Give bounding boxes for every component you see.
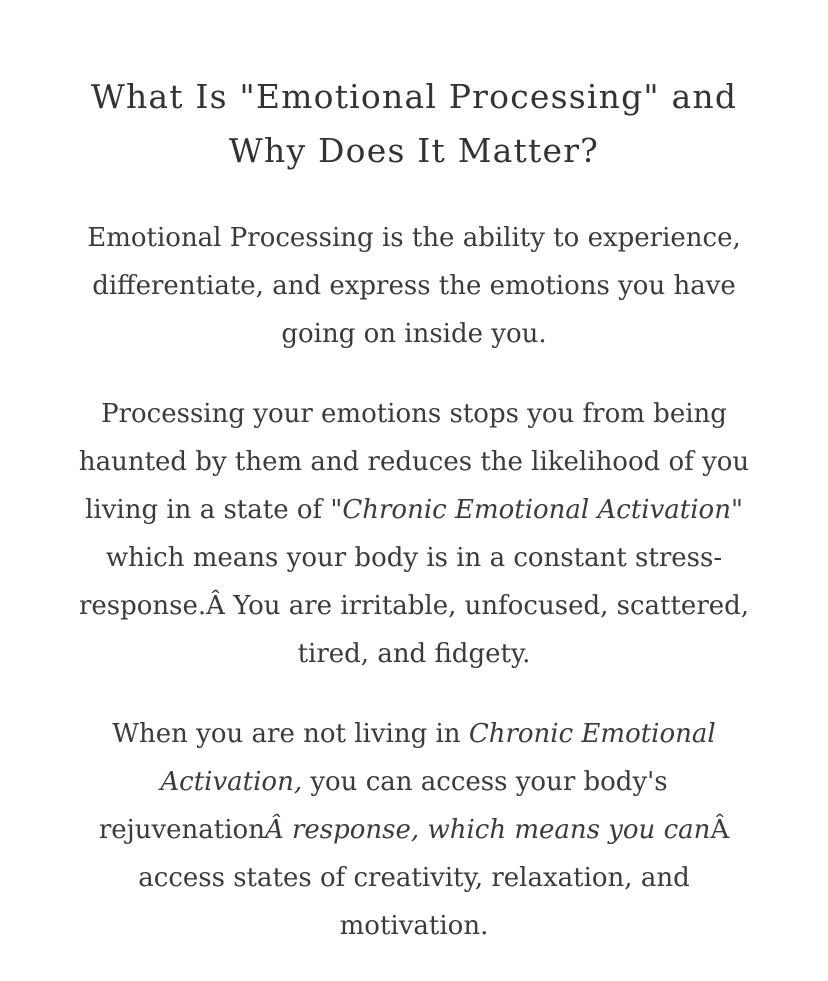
paragraph-text: When you are not living in [112, 719, 469, 749]
emphasis-term: Chronic Emotional Activation, [160, 719, 716, 797]
paragraph-text: Processing your emotions stops you from being haunted by them and reduces the likelihood of you living in a state of " [78, 399, 750, 525]
page-title-line1: What Is "Emotional Processing" and [90, 77, 738, 116]
page-title-line2: Why Does It Matter? [228, 131, 600, 170]
paragraph-text: Â access states of creativity, relaxation, and motivation. [138, 815, 730, 941]
paragraph-text: " which means your body is in a constant stress-response.Â You are irritable, unfocused, scattered, tired, and fidgety. [78, 495, 750, 669]
paragraph-text: you can access your body's rejuvenation [98, 767, 668, 845]
paragraph-rejuvenation [64, 710, 764, 950]
paragraph-chronic-activation [64, 390, 764, 678]
emphasis-phrase: Â response, which means you can [264, 815, 711, 845]
emphasis-term: Chronic Emotional Activation [342, 495, 731, 525]
page-title [64, 70, 764, 178]
paragraph-definition: Emotional Processing is the ability to experience, differentiate, and express the emotions you have going on inside you. [87, 223, 741, 349]
